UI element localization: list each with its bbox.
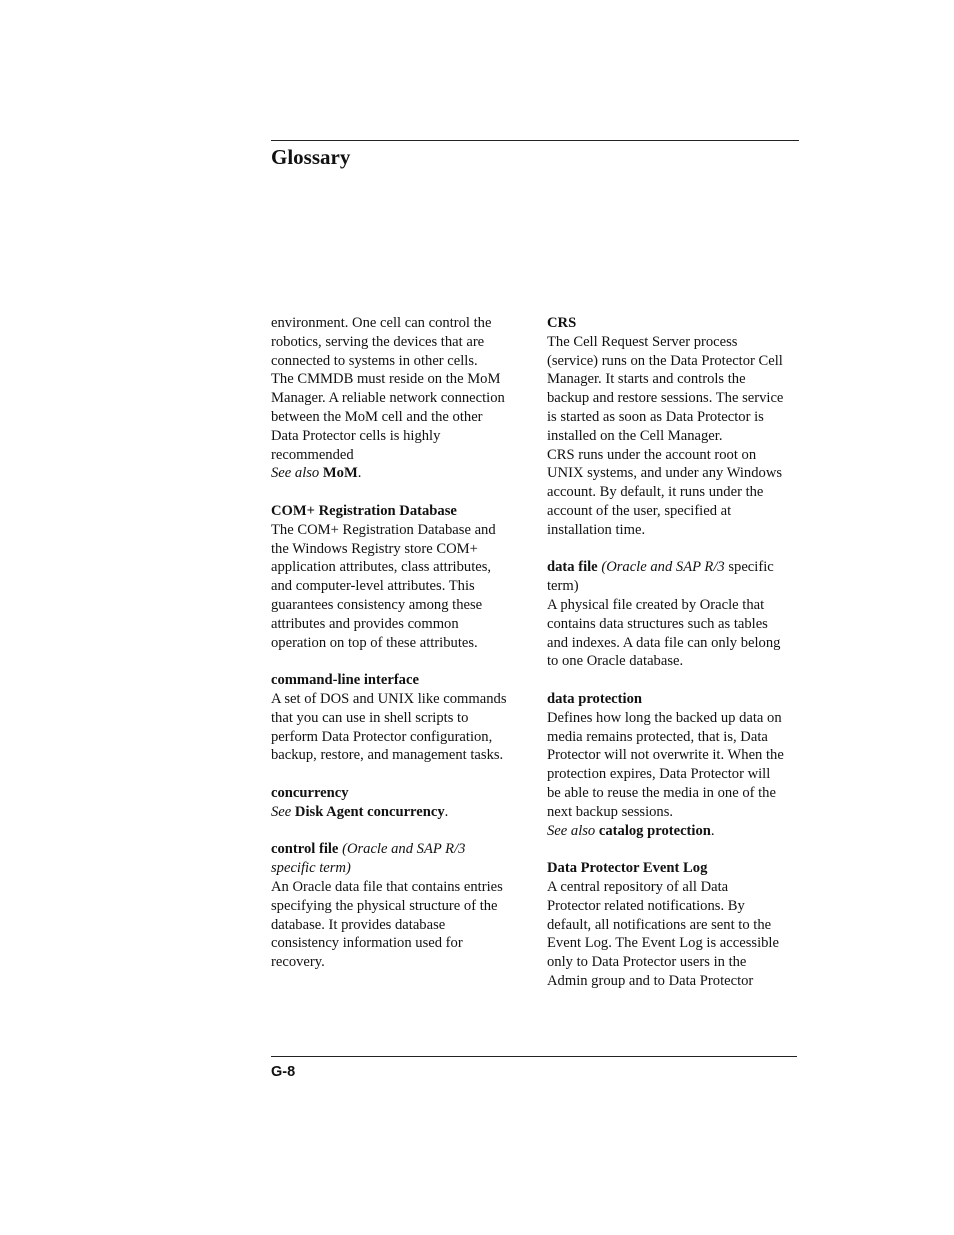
glossary-entry-data-file [547, 558, 799, 671]
text-line: UNIX systems, and under any Windows [547, 465, 783, 482]
text-line: Protector related notifications. By [547, 897, 745, 914]
text-line: A physical file created by Oracle that [547, 596, 765, 613]
text-line: guarantees consistency among these [271, 596, 483, 613]
see-also-mom [271, 464, 525, 483]
glossary-term: command-line interface [271, 672, 419, 689]
text-line: specifying the physical structure of the [271, 897, 498, 914]
text-line: that you can use in shell scripts to [271, 709, 469, 726]
text-line: Event Log. The Event Log is accessible [547, 935, 779, 952]
text-line: account of the user, specified at [547, 502, 732, 519]
text-line: the Windows Registry store COM+ [271, 540, 478, 557]
term-line [547, 558, 799, 577]
glossary-entry-cli [271, 671, 525, 765]
text-line: and computer-level attributes. This [271, 578, 475, 595]
text-line: backup and restore sessions. The service [547, 390, 784, 407]
term-qualifier-end: term) [547, 578, 579, 595]
text-line: installed on the Cell Manager. [547, 427, 723, 444]
term-qualifier-rest: specific [728, 559, 774, 576]
punctuation: . [710, 822, 715, 839]
text-line: is started as soon as Data Protector is [547, 408, 764, 425]
punctuation: . [357, 465, 362, 482]
text-line: The Cell Request Server process [547, 333, 738, 350]
text-line: next backup sessions. [547, 803, 674, 820]
glossary-entry-control-file [271, 840, 525, 972]
text-line: and indexes. A data file can only belong [547, 634, 781, 651]
text-line: An Oracle data file that contains entries [271, 878, 503, 895]
punctuation: . [444, 803, 449, 820]
glossary-term: COM+ Registration Database [271, 502, 457, 519]
text-line: Admin group and to Data Protector [547, 972, 754, 989]
text-line: environment. One cell can control the [271, 315, 492, 331]
glossary-entry-concurrency [271, 784, 525, 822]
text-line: The CMMDB must reside on the MoM [271, 371, 501, 388]
header-rule [271, 140, 799, 141]
text-line: attributes and provides common [271, 615, 459, 632]
text-line: A set of DOS and UNIX like commands [271, 690, 507, 707]
cross-reference-mom: MoM [322, 465, 358, 482]
text-line: perform Data Protector configuration, [271, 728, 493, 745]
text-line: be able to reuse the media in one of the [547, 784, 776, 801]
cross-reference-catalog-protection: catalog protection [598, 822, 711, 839]
continuation-entry [271, 314, 525, 483]
glossary-entry-crs [547, 314, 799, 540]
glossary-term: data protection [547, 690, 642, 707]
text-line: recommended [271, 446, 354, 463]
text-line: database. It provides database [271, 916, 446, 933]
text-line: media remains protected, that is, Data [547, 728, 768, 745]
text-line: robotics, serving the devices that are [271, 333, 485, 350]
glossary-term: control file [271, 841, 339, 858]
text-line: application attributes, class attributes, [271, 559, 492, 576]
text-line: consistency information used for [271, 935, 463, 952]
text-line: installation time. [547, 521, 646, 538]
cross-reference-disk-agent-concurrency: Disk Agent concurrency [294, 803, 445, 820]
glossary-entry-event-log [547, 859, 799, 991]
text-line: CRS runs under the account root on [547, 446, 757, 463]
text-line: operation on top of these attributes. [271, 634, 478, 651]
see-label: See [271, 803, 292, 820]
text-line: (service) runs on the Data Protector Cell [547, 352, 783, 369]
text-line: contains data structures such as tables [547, 615, 768, 632]
see-reference [271, 803, 525, 822]
text-line: only to Data Protector users in the [547, 954, 747, 971]
term-qualifier: (Oracle and SAP R/3 [342, 841, 466, 858]
text-line: Manager. A reliable network connection [271, 390, 505, 407]
text-line: backup, restore, and management tasks. [271, 747, 504, 764]
glossary-term: CRS [547, 315, 577, 331]
text-line: protection expires, Data Protector will [547, 766, 771, 783]
see-also-label: See also [547, 822, 596, 839]
text-line: The COM+ Registration Database and [271, 521, 496, 538]
term-line [271, 840, 525, 859]
glossary-entry-com-registration [271, 502, 525, 652]
text-line: between the MoM cell and the other [271, 408, 483, 425]
text-line: recovery. [271, 954, 325, 971]
page-number: G-8 [271, 1064, 296, 1080]
footer-rule [271, 1056, 797, 1057]
text-line: account. By default, it runs under the [547, 484, 764, 501]
text-line: Protector will not overwrite it. When the [547, 747, 784, 764]
right-column [547, 314, 799, 991]
page-title: Glossary [271, 145, 351, 169]
text-line: Manager. It starts and controls the [547, 371, 746, 388]
glossary-term: concurrency [271, 784, 349, 801]
glossary-term: data file [547, 559, 598, 576]
see-also-label: See also [271, 465, 320, 482]
text-line: connected to systems in other cells. [271, 352, 478, 369]
term-qualifier: (Oracle and SAP R/3 [601, 559, 725, 576]
text-line: A central repository of all Data [547, 878, 729, 895]
glossary-entry-data-protection [547, 690, 799, 840]
see-also-reference [547, 822, 799, 841]
text-line: default, all notifications are sent to the [547, 916, 772, 933]
text-line: Defines how long the backed up data on [547, 709, 782, 726]
glossary-term: Data Protector Event Log [547, 860, 708, 877]
text-line: Data Protector cells is highly [271, 427, 441, 444]
text-line: to one Oracle database. [547, 653, 684, 670]
left-column [271, 314, 525, 972]
term-qualifier: specific term) [271, 860, 351, 877]
